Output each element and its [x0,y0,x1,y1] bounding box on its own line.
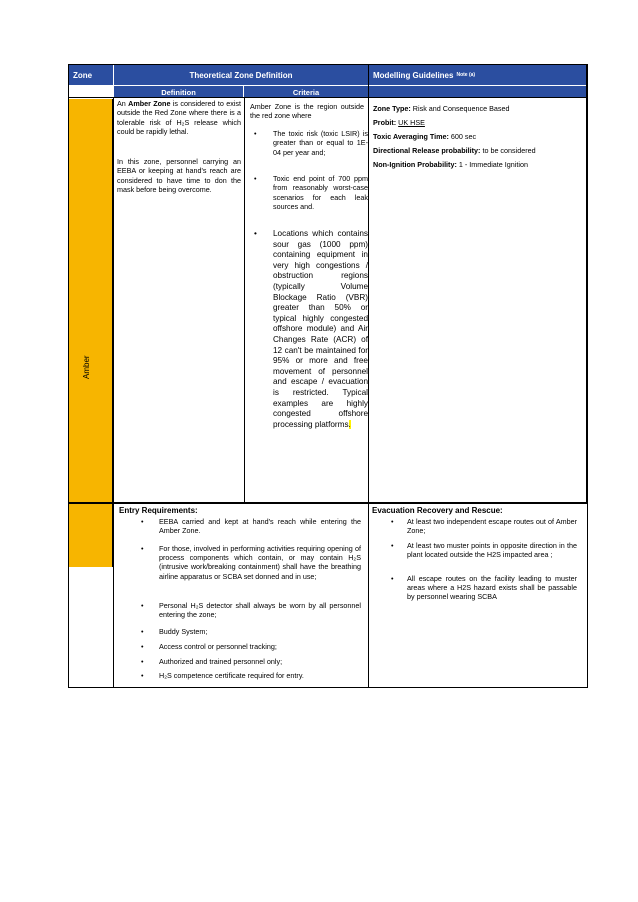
bullet-icon: • [391,574,394,583]
entry-item-2: • For those, involved in performing activities requiring opening of process components which contain, or may contain H₂S (intrusive work/breaking containment) shall have the breathing airline apparatus or SCBA set donned and in use; [141,544,361,581]
criteria-item-3: • Locations which contains sour gas (1000 ppm) containing equipment in very high congestions / obstruction regions (typically Volume Blockage Ratio (VBR) greater than 50% or typical highly congested offshore module) and Air Changes Rate (ACR) of 12 can't be maintained for 95% or more and free movement of personnel and escape / evacuation is restricted. Typical examples are highly congested offshore processing platforms. [254,229,368,429]
criteria-intro: Amber Zone is the region outside the red zone where [250,102,364,121]
definition-paragraph-1: An Amber Zone is considered to exist outside the Red Zone where there is a tolerable risk of H₂S release which could be rapidly lethal. [117,99,241,136]
modelling-guidelines-header: Modelling Guidelines Note (a) [369,65,587,85]
non-ignition-line: Non-Ignition Probability: 1 - Immediate Ignition [373,160,528,169]
evacuation-item-3: • All escape routes on the facility leading to muster areas where a H2S hazard exists shall be passable by personnel wearing SCBA [391,574,577,602]
bullet-icon: • [254,129,257,138]
entry-item-7: • H₂S competence certificate required for entry. [141,671,304,680]
zone-header: Zone [69,65,114,85]
entry-item-1: • EEBA carried and kept at hand's reach while entering the Amber Zone. [141,517,361,536]
toxic-averaging-time-line: Toxic Averaging Time: 600 sec [373,132,477,141]
bullet-icon: • [141,627,144,636]
amber-zone-term: Amber Zone [128,99,171,108]
definition-subheader: Definition [114,86,244,98]
zone-label: Amber [82,355,91,379]
bullet-icon: • [141,544,144,553]
bullet-icon: • [141,642,144,651]
theoretical-zone-definition-header: Theoretical Zone Definition [114,65,369,85]
entry-item-3: • Personal H₂S detector shall always be worn by all personnel entering the zone; [141,601,361,620]
amber-zone-cell [69,99,113,567]
bullet-icon: • [141,517,144,526]
criteria-subheader: Criteria [244,86,369,98]
highlighted-period: . [348,419,351,429]
bullet-icon: • [391,541,394,550]
evacuation-title: Evacuation Recovery and Rescue: [372,506,503,515]
probit-line: Probit: UK HSE [373,118,425,127]
note-reference: Note (a) [456,72,476,78]
entry-item-4: • Buddy System; [141,627,208,636]
evacuation-item-2: • At least two muster points in opposite direction in the plant located outside the H2S impacted area ; [391,541,577,560]
bullet-icon: • [141,671,144,680]
bullet-icon: • [254,174,257,183]
definition-paragraph-2: In this zone, personnel carrying an EEBA or keeping at hand's reach are considered to have time to don the mask before being overcome. [117,157,241,194]
directional-release-line: Directional Release probability: to be considered [373,146,536,155]
criteria-item-1: • The toxic risk (toxic LSIR) is greater than or equal to 1E-04 per year and; [254,129,368,157]
entry-item-6: • Authorized and trained personnel only; [141,657,283,666]
bullet-icon: • [254,229,257,238]
criteria-item-2: • Toxic end point of 700 ppm from reasonably worst-case scenarios for each leak sources and. [254,174,368,211]
bullet-icon: • [141,657,144,666]
zone-type-line: Zone Type: Risk and Consequence Based [373,104,510,113]
bullet-icon: • [141,601,144,610]
entry-requirements-title: Entry Requirements: [119,506,198,515]
evacuation-item-1: • At least two independent escape routes out of Amber Zone; [391,517,577,536]
entry-item-5: • Access control or personnel tracking; [141,642,277,651]
bullet-icon: • [391,517,394,526]
